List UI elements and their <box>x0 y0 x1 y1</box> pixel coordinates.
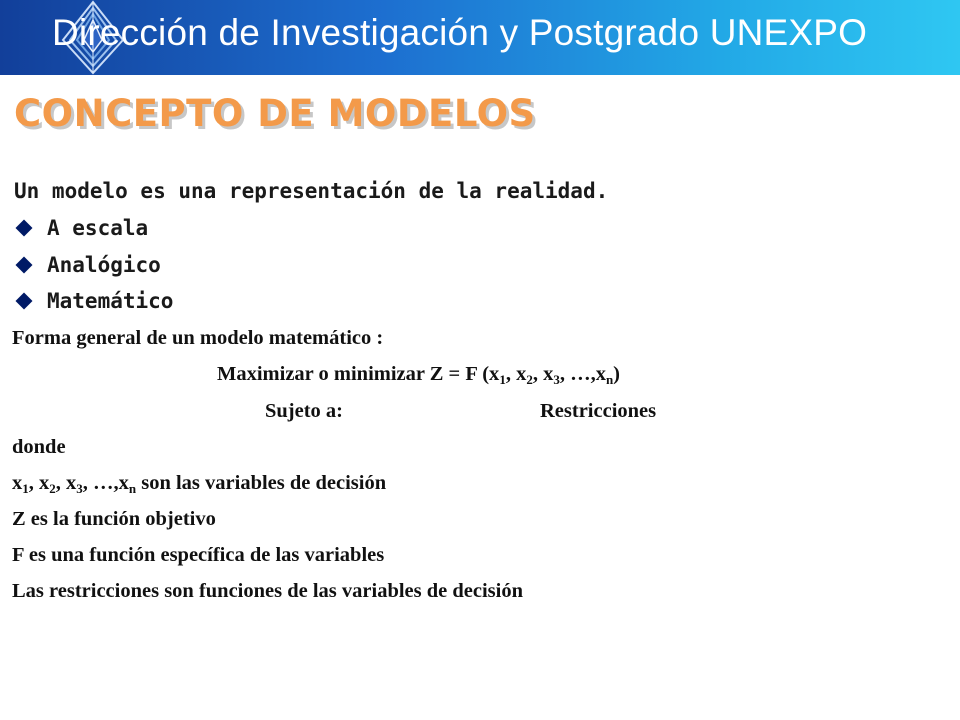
header-banner <box>0 0 960 75</box>
bullet-label: Matemático <box>47 289 174 313</box>
restrictions-label: Restricciones <box>540 400 657 422</box>
bullet-label: A escala <box>47 216 149 240</box>
bullet-item <box>14 289 173 313</box>
intro-text: Un modelo es una representación de la realidad. <box>14 179 609 203</box>
function-definition: F es una función específica de las variables <box>12 544 385 566</box>
diamond-bullet-icon <box>16 220 33 237</box>
bullet-label: Analógico <box>47 253 161 277</box>
bullet-item <box>14 253 161 277</box>
objective-definition: Z es la función objetivo <box>12 508 216 530</box>
restrictions-definition: Las restricciones son funciones de las variables de decisión <box>12 580 523 602</box>
objective-function: Maximizar o minimizar Z = F ($x_1$, $x_2$, $x_3$, $\dots,x_n$) <box>217 363 620 387</box>
header-title: Dirección de Investigación y Postgrado UNEXPO <box>52 12 868 53</box>
slide-title: CONCEPTO DE MODELOS <box>14 92 536 135</box>
form-label: Forma general de un modelo matemático : <box>12 327 384 349</box>
diamond-bullet-icon <box>16 257 33 274</box>
where-label: donde <box>12 436 66 458</box>
bullet-item <box>14 216 148 240</box>
diamond-bullet-icon <box>16 293 33 310</box>
variables-line: $x_1$, $x_2$, $x_3$, $\dots,x_n$ son las variables de decisión <box>12 472 387 496</box>
subject-to-label: Sujeto a: <box>265 400 344 422</box>
